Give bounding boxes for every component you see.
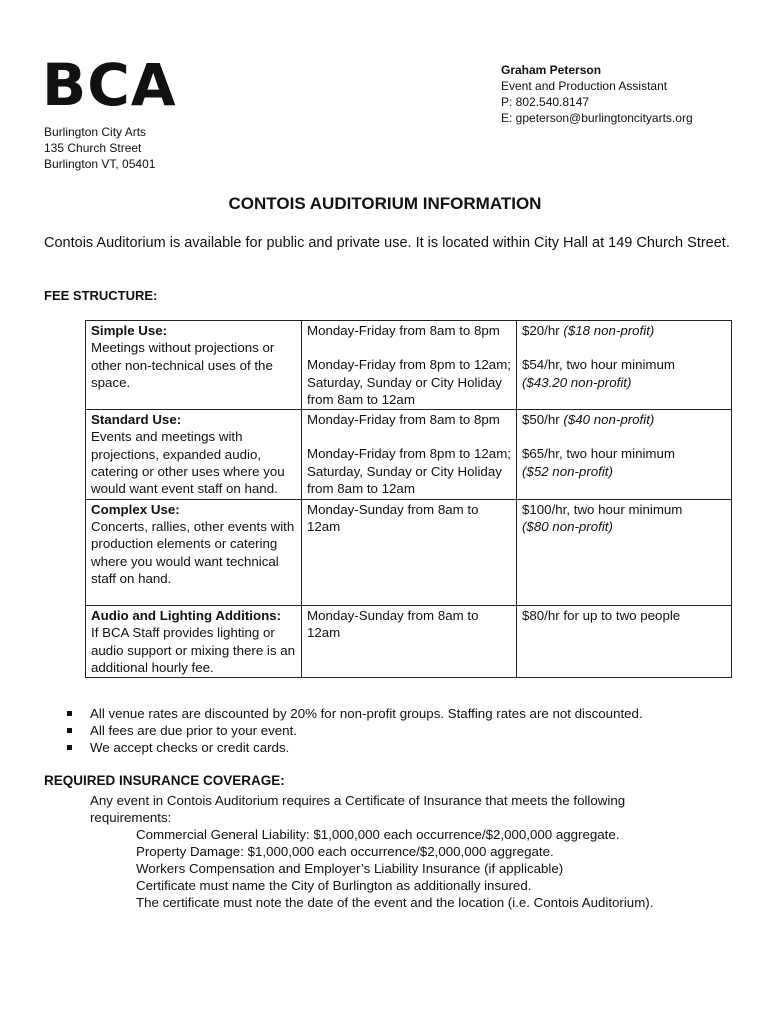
rate-cell [517,499,732,605]
table-row [86,606,732,678]
rate: $65/hr, two hour minimum [522,446,675,462]
bca-logo: BCA [42,51,177,119]
requirement-item: Certificate must name the City of Burlington as additionally insured. [136,878,532,893]
rate: $80/hr for up to two people [522,608,681,624]
contact-email: E: gpeterson@burlingtoncityarts.org [501,111,693,125]
time-slot: Monday-Friday from 8pm to 12am; Saturday, Sunday or City Holiday from 8am to 12am [307,357,511,407]
time-cell [302,321,517,410]
table-row [86,410,732,499]
nonprofit-rate: ($40 non-profit) [563,412,655,428]
bullet-icon [67,728,72,733]
time-cell [302,410,517,499]
rate-cell [517,606,732,678]
use-cell [86,606,302,678]
nonprofit-rate: ($18 non-profit) [563,323,655,338]
rate: $20/hr ($18 non-profit) [522,323,655,338]
time-slot: Monday-Sunday from 8am to 12am [307,501,479,534]
rate: $100/hr, two hour minimum [522,501,683,517]
fee-structure-heading: FEE STRUCTURE: [44,288,158,303]
contact-role: Event and Production Assistant [501,79,668,93]
requirement-item: The certificate must note the date of the event and the location (i.e. Contois Auditorium). [136,895,654,910]
list-item: We accept checks or credit cards. [62,739,643,756]
intro-paragraph: Contois Auditorium is available for public and private use. It is located within City Hall at 149 Church Street. [44,235,730,251]
contact-block [501,62,693,126]
nonprofit-rate: ($52 non-profit) [522,463,613,479]
table-row [86,321,732,410]
rate-cell [517,410,732,499]
insurance-intro: Any event in Contois Auditorium requires a Certificate of Insurance that meets the following requirements: [90,793,626,825]
rate: $54/hr, two hour minimum [522,357,675,373]
fee-notes-list [62,705,643,756]
use-cell [86,410,302,499]
use-title: Standard Use: [91,412,182,428]
bullet-icon [67,745,72,750]
page-title: CONTOIS AUDITORIUM INFORMATION [228,194,542,213]
time-slot: Monday-Friday from 8am to 8pm [307,412,500,428]
time-cell [302,499,517,605]
contact-phone: P: 802.540.8147 [501,95,590,109]
contact-name: Graham Peterson [501,63,602,77]
table-row [86,499,732,605]
use-cell [86,321,302,410]
requirement-item: Property Damage: $1,000,000 each occurrence/$2,000,000 aggregate. [136,844,554,859]
list-item: All venue rates are discounted by 20% for non-profit groups. Staffing rates are not discounted. [62,705,643,722]
time-slot: Monday-Friday from 8am to 8pm [307,323,500,338]
rate: $50/hr ($40 non-profit) [522,412,655,428]
use-description: Concerts, rallies, other events with production elements or catering where you would want technical staff on hand. [91,518,295,586]
bullet-icon [67,711,72,716]
address-line: Burlington VT, 05401 [44,157,156,171]
address-line: Burlington City Arts [44,125,147,139]
insurance-heading: REQUIRED INSURANCE COVERAGE: [44,773,285,788]
nonprofit-rate: ($80 non-profit) [522,518,613,534]
requirement-item: Commercial General Liability: $1,000,000 each occurrence/$2,000,000 aggregate. [136,827,620,842]
requirement-item: Workers Compensation and Employer’s Liability Insurance (if applicable) [136,861,564,876]
time-slot: Monday-Sunday from 8am to 12am [307,608,479,641]
insurance-requirements [136,826,653,911]
address-line: 135 Church Street [44,141,142,155]
use-description: Meetings without projections or other non-technical uses of the space. [91,340,275,390]
time-cell [302,606,517,678]
use-cell [86,499,302,605]
list-item: All fees are due prior to your event. [62,722,643,739]
use-description: If BCA Staff provides lighting or audio support or mixing there is an additional hourly fee. [91,625,295,676]
use-title: Complex Use: [91,501,180,517]
fee-table [85,320,732,678]
rate-cell [517,321,732,410]
time-slot: Monday-Friday from 8pm to 12am; Saturday, Sunday or City Holiday from 8am to 12am [307,446,511,497]
use-title: Audio and Lighting Additions: [91,608,282,624]
use-description: Events and meetings with projections, expanded audio, catering or other uses where you would want event staff on hand. [91,429,285,497]
organization-address [44,124,155,172]
use-title: Simple Use: [91,323,168,338]
nonprofit-rate: ($43.20 non-profit) [522,374,632,390]
